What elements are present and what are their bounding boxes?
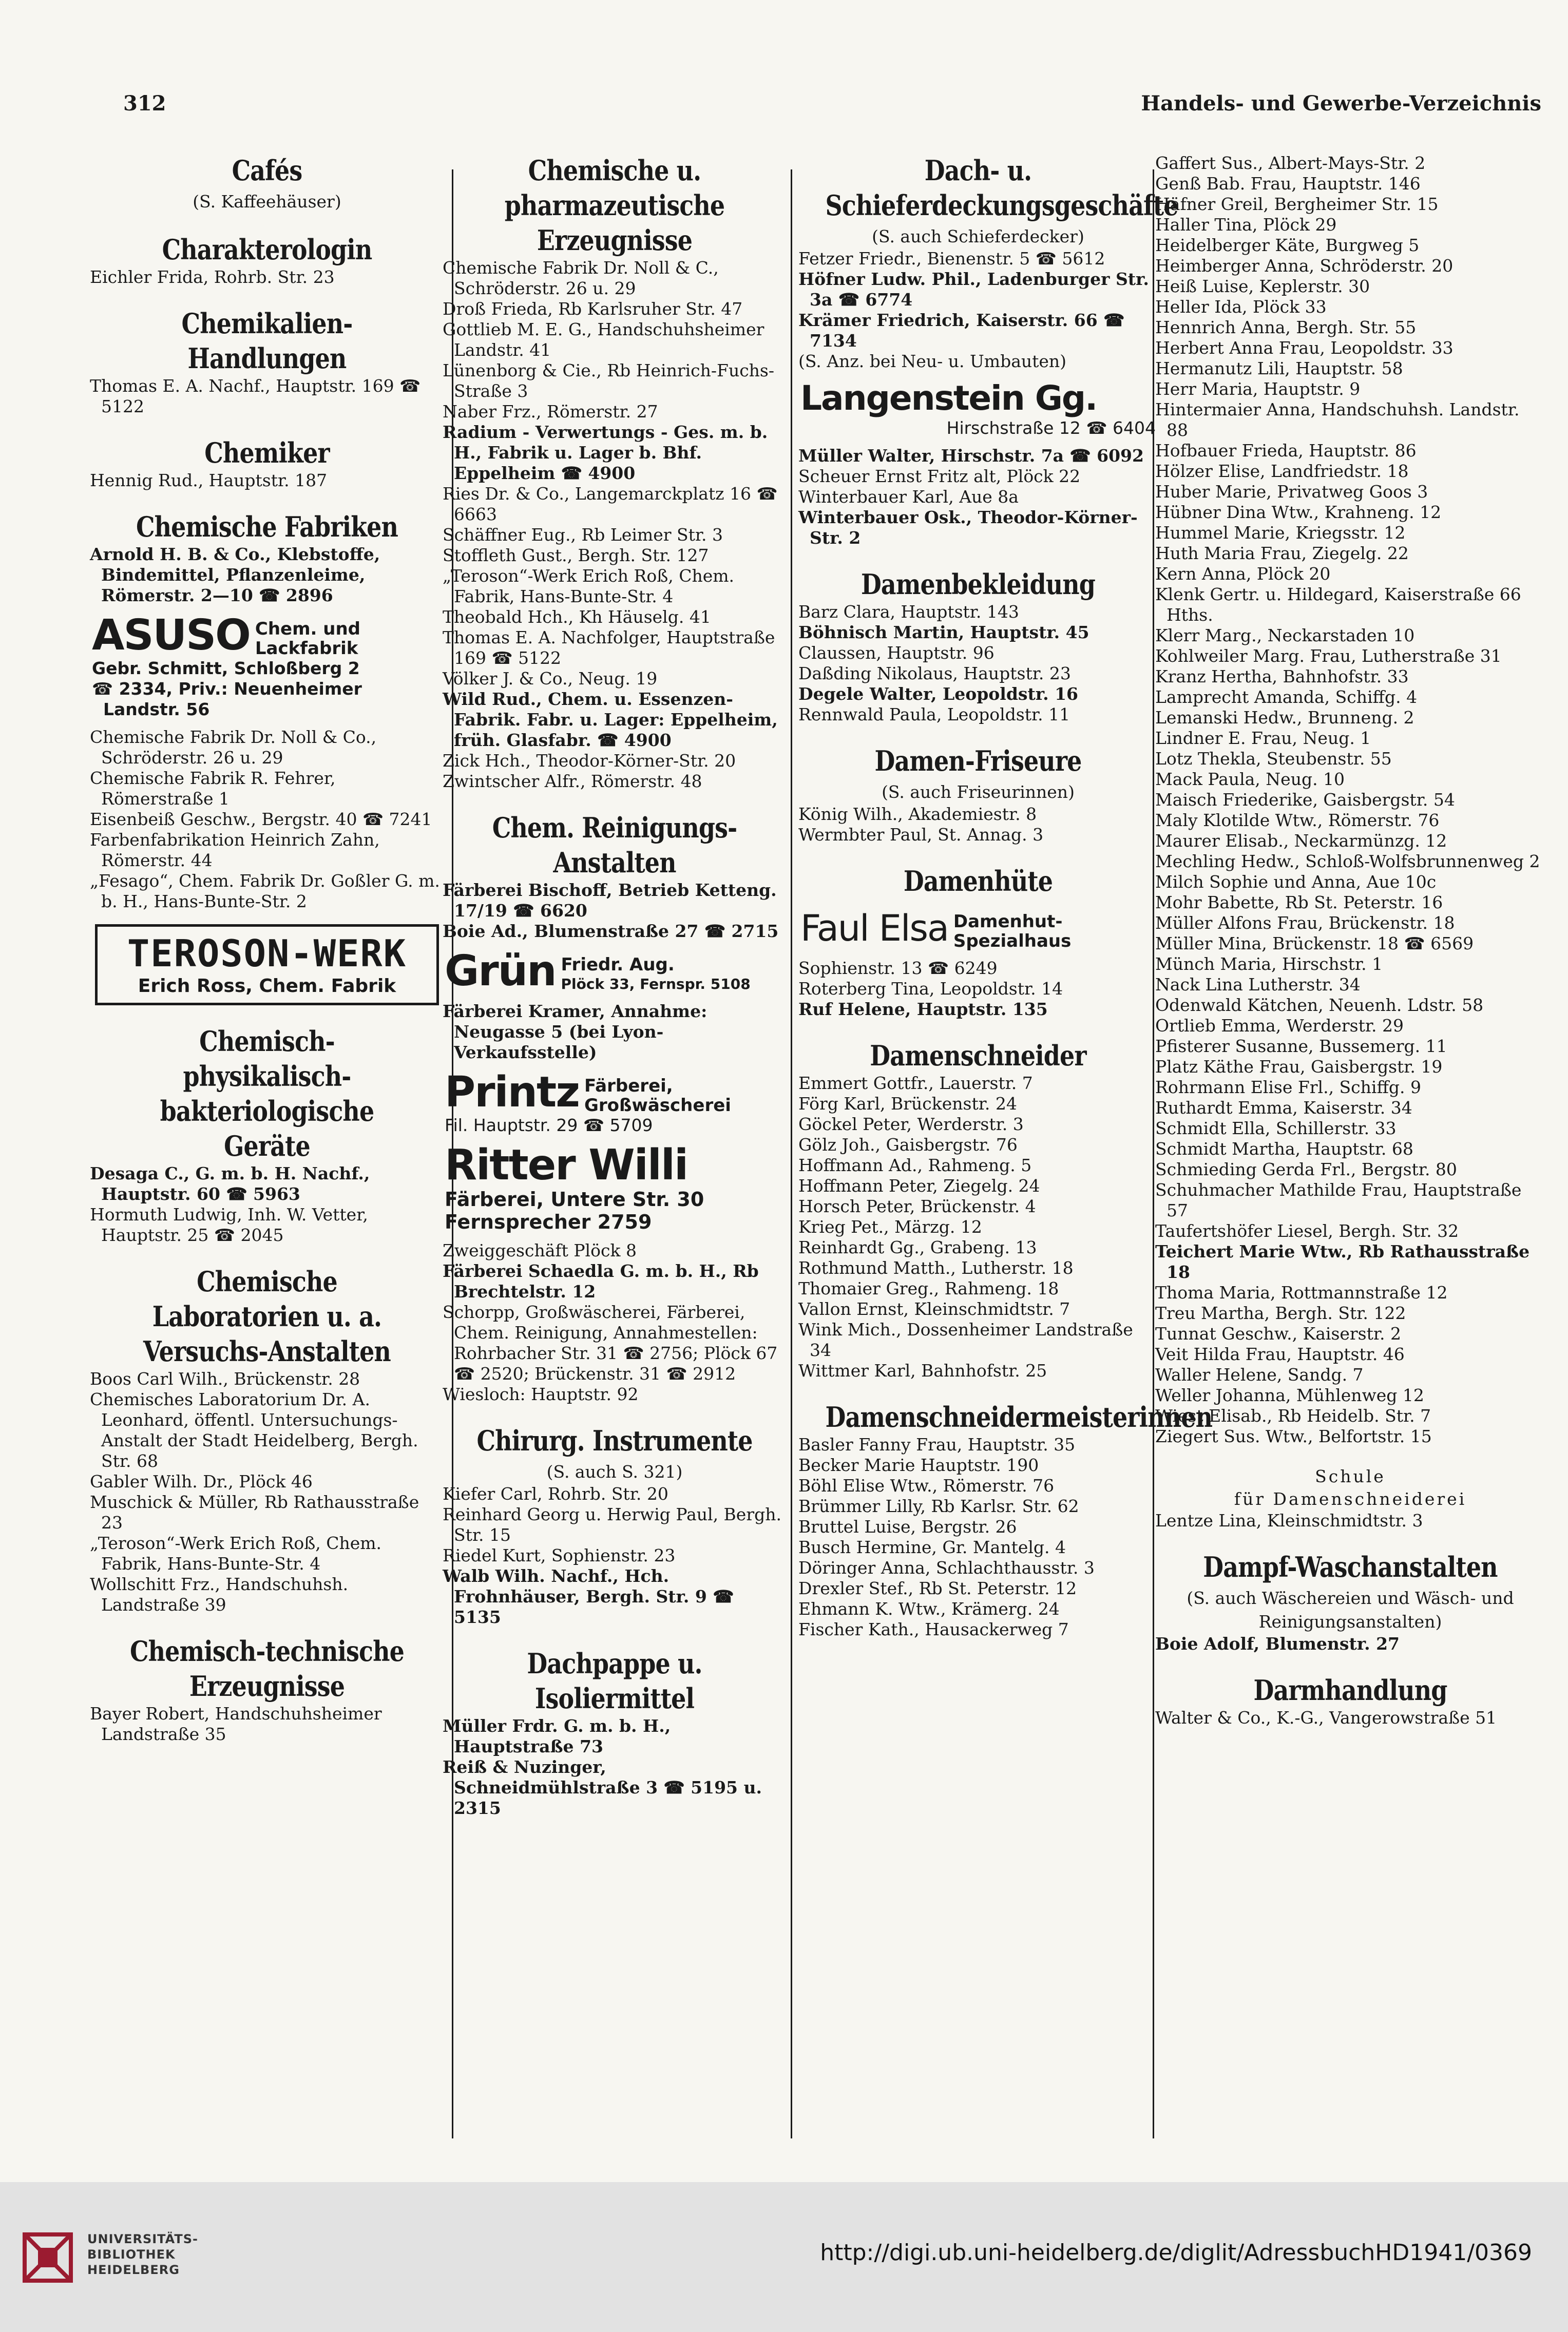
entry: Hummel Marie, Kriegsstr. 12 bbox=[1155, 523, 1406, 543]
entry: Hoffmann Ad., Rahmeng. 5 bbox=[798, 1155, 1032, 1175]
entry: Hormuth Ludwig, Inh. W. Vetter, Hauptstr. 25 ☎ 2045 bbox=[90, 1205, 368, 1245]
entry: Boie Adolf, Blumenstr. 27 bbox=[1155, 1634, 1400, 1654]
entry: Döringer Anna, Schlachthausstr. 3 bbox=[798, 1558, 1095, 1578]
entry: Wittmer Karl, Bahnhofstr. 25 bbox=[798, 1361, 1047, 1381]
section-heading: Dachpappe u. Isoliermittel bbox=[527, 1647, 702, 1715]
entry: Hermanutz Lili, Hauptstr. 58 bbox=[1155, 358, 1403, 378]
ad-text: Erich Ross, Chem. Fabrik bbox=[138, 976, 396, 997]
entry: Herr Maria, Hauptstr. 9 bbox=[1155, 379, 1361, 399]
entry: Klerr Marg., Neckarstaden 10 bbox=[1155, 625, 1415, 645]
entry: Degele Walter, Leopoldstr. 16 bbox=[798, 684, 1078, 704]
entry: Lünenborg & Cie., Rb Heinrich-Fuchs-Straße 3 bbox=[443, 360, 775, 401]
section bbox=[90, 1634, 444, 1745]
ad-name: Grün bbox=[445, 947, 556, 996]
section bbox=[798, 153, 1178, 548]
entry: Kiefer Carl, Rohrb. Str. 20 bbox=[443, 1484, 668, 1504]
section-heading: Damen-Friseure bbox=[874, 744, 1082, 777]
entry: Riedel Kurt, Sophienstr. 23 bbox=[443, 1545, 676, 1565]
section-heading: Chemische Laboratorien u. a. Versuchs-Anstalten bbox=[143, 1265, 391, 1368]
entry: Drexler Stef., Rb St. Peterstr. 12 bbox=[798, 1578, 1077, 1598]
ad-text: Plöck 33, Fernspr. 5108 bbox=[561, 976, 751, 992]
entry: Desaga C., G. m. b. H. Nachf., Hauptstr. 60 ☎ 5963 bbox=[90, 1163, 370, 1204]
section-heading: Damenschneider bbox=[870, 1039, 1086, 1072]
ad-line: Färberei, Untere Str. 30 bbox=[445, 1188, 704, 1211]
entry: Tunnat Geschw., Kaiserstr. 2 bbox=[1155, 1324, 1401, 1344]
section-heading: Damenbekleidung bbox=[861, 568, 1096, 601]
viewer-footer bbox=[0, 2182, 1568, 2332]
ad-line: ☎ 2334, Priv.: Neuenheimer Landstr. 56 bbox=[92, 679, 362, 719]
column-2 bbox=[443, 153, 787, 2151]
entry: Huber Marie, Privatweg Goos 3 bbox=[1155, 482, 1428, 502]
entry: Mohr Babette, Rb St. Peterstr. 16 bbox=[1155, 892, 1443, 912]
section bbox=[90, 435, 444, 491]
entry: Milch Sophie und Anna, Aue 10c bbox=[1155, 872, 1437, 892]
entry: „Teroson“-Werk Erich Roß, Chem. Fabrik, Hans-Bunte-Str. 4 bbox=[90, 1533, 382, 1574]
entry: Maurer Elisab., Neckarmünzg. 12 bbox=[1155, 831, 1447, 851]
ad-name: Langenstein Gg. bbox=[800, 378, 1097, 418]
column-1 bbox=[90, 153, 444, 2151]
section-note: (S. auch Friseurinnen) bbox=[882, 782, 1075, 802]
entry: Thomas E. A. Nachfolger, Hauptstraße 169 ☎ 5122 bbox=[443, 627, 775, 668]
entry: Reiß & Nuzinger, Schneidmühlstraße 3 ☎ 5195 u. 2315 bbox=[443, 1757, 762, 1818]
section bbox=[90, 1264, 444, 1615]
ad-text: Lackfabrik bbox=[255, 638, 358, 659]
entry: Heiß Luise, Keplerstr. 30 bbox=[1155, 276, 1370, 296]
ad-name: Ritter Willi bbox=[445, 1141, 688, 1190]
entry: Rennwald Paula, Leopoldstr. 11 bbox=[798, 704, 1070, 724]
entry: Brümmer Lilly, Rb Karlsr. Str. 62 bbox=[798, 1496, 1079, 1516]
entry: Förg Karl, Brückenstr. 24 bbox=[798, 1094, 1017, 1114]
ad-text: Damenhut- bbox=[953, 911, 1063, 932]
entry: König Wilh., Akademiestr. 8 bbox=[798, 804, 1037, 824]
entry: Ruf Helene, Hauptstr. 135 bbox=[798, 999, 1048, 1019]
subheading-school bbox=[1155, 1465, 1545, 1511]
entry: Thomaier Greg., Rahmeng. 18 bbox=[798, 1278, 1059, 1298]
entry: Naber Frz., Römerstr. 27 bbox=[443, 402, 658, 422]
entry: Horsch Peter, Brückenstr. 4 bbox=[798, 1196, 1036, 1216]
entry: Wermbter Paul, St. Annag. 3 bbox=[798, 825, 1044, 845]
entry: Müller Walter, Hirschstr. 7a ☎ 6092 bbox=[798, 446, 1144, 466]
entry: Müller Frdr. G. m. b. H., Hauptstraße 73 bbox=[443, 1716, 671, 1756]
entry: Heidelberger Käte, Burgweg 5 bbox=[1155, 235, 1420, 255]
section-heading: Chemisch-technische Erzeugnisse bbox=[129, 1635, 405, 1703]
ad-text: Spezialhaus bbox=[953, 931, 1072, 951]
column-3 bbox=[798, 153, 1213, 2151]
entry: Rohrmann Elise Frl., Schiffg. 9 bbox=[1155, 1077, 1421, 1097]
section-heading: Chemische Fabriken bbox=[136, 510, 398, 543]
school-line: Schule bbox=[1315, 1466, 1386, 1486]
ad-line: Hirschstraße 12 ☎ 6404 bbox=[946, 418, 1156, 438]
entry: Veit Hilda Frau, Hauptstr. 46 bbox=[1155, 1344, 1405, 1364]
entry: Wink Mich., Dossenheimer Landstraße 34 bbox=[798, 1320, 1133, 1360]
section-heading: Dampf-Waschanstalten bbox=[1203, 1551, 1498, 1583]
entry: Bayer Robert, Handschuhsheimer Landstraße 35 bbox=[90, 1704, 382, 1744]
section-heading: Chemiker bbox=[204, 436, 330, 469]
section bbox=[443, 1423, 787, 1628]
entry: Zwintscher Alfr., Römerstr. 48 bbox=[443, 771, 702, 791]
entry: Fischer Kath., Hausackerweg 7 bbox=[798, 1619, 1069, 1639]
section bbox=[443, 153, 787, 792]
section bbox=[90, 509, 444, 1005]
ad-name: ASUSO bbox=[92, 611, 250, 660]
entry: Sophienstr. 13 ☎ 6249 bbox=[798, 958, 998, 978]
entry: Hofbauer Frieda, Hauptstr. 86 bbox=[1155, 441, 1417, 461]
advertisement-printz bbox=[445, 1070, 785, 1136]
library-logo bbox=[20, 2229, 76, 2286]
entry: Schäffner Eug., Rb Leimer Str. 3 bbox=[443, 525, 723, 545]
section-note: (S. auch Schieferdecker) bbox=[872, 226, 1084, 246]
entry: Genß Bab. Frau, Hauptstr. 146 bbox=[1155, 174, 1421, 194]
entry: Teichert Marie Wtw., Rb Rathausstraße 18 bbox=[1155, 1241, 1530, 1282]
ad-line: Fil. Hauptstr. 29 ☎ 5709 bbox=[445, 1115, 653, 1135]
entry: Wiesloch: Hauptstr. 92 bbox=[443, 1384, 639, 1404]
section bbox=[90, 232, 444, 288]
running-title: Handels- und Gewerbe-Verzeichnis bbox=[1141, 91, 1541, 116]
entry: Heller Ida, Plöck 33 bbox=[1155, 297, 1327, 317]
entry: Bruttel Luise, Bergstr. 26 bbox=[798, 1517, 1017, 1537]
entry: Kohlweiler Marg. Frau, Lutherstraße 31 bbox=[1155, 646, 1502, 666]
entry: Haller Tina, Plöck 29 bbox=[1155, 215, 1337, 235]
entry: Müller Alfons Frau, Brückenstr. 18 bbox=[1155, 913, 1455, 933]
ad-text: Chem. und bbox=[255, 619, 361, 639]
column-rule bbox=[791, 169, 792, 2138]
ad-name: Faul Elsa bbox=[800, 907, 948, 949]
section bbox=[798, 567, 1158, 725]
entry: Zweiggeschäft Plöck 8 bbox=[443, 1240, 637, 1260]
entry: Lemanski Hedw., Brunneng. 2 bbox=[1155, 708, 1414, 728]
entry: Gabler Wilh. Dr., Plöck 46 bbox=[90, 1471, 313, 1492]
library-name-line: BIBLIOTHEK bbox=[87, 2247, 176, 2262]
entry: Schmidt Ella, Schillerstr. 33 bbox=[1155, 1118, 1397, 1138]
entry: Reinhardt Gg., Grabeng. 13 bbox=[798, 1237, 1037, 1257]
ad-name: Printz bbox=[445, 1068, 579, 1117]
entry: Hübner Dina Wtw., Krahneng. 12 bbox=[1155, 502, 1442, 522]
entry: Maisch Friederike, Gaisbergstr. 54 bbox=[1155, 790, 1455, 810]
entry: Ries Dr. & Co., Langemarckplatz 16 ☎ 6663 bbox=[443, 484, 778, 524]
section bbox=[798, 1400, 1213, 1640]
section-heading: Chemikalien-Handlungen bbox=[181, 307, 353, 375]
entry: Walb Wilh. Nachf., Hch. Frohnhäuser, Bergh. Str. 9 ☎ 5135 bbox=[443, 1566, 734, 1627]
entry: Eisenbeiß Geschw., Bergstr. 40 ☎ 7241 bbox=[90, 809, 432, 829]
entry: Hölzer Elise, Landfriedstr. 18 bbox=[1155, 461, 1409, 481]
entry: Ruthardt Emma, Kaiserstr. 34 bbox=[1155, 1098, 1412, 1118]
entry: „Teroson“-Werk Erich Roß, Chem. Fabrik, Hans-Bunte-Str. 4 bbox=[443, 566, 735, 606]
entry: Böhl Elise Wtw., Römerstr. 76 bbox=[798, 1476, 1055, 1496]
entry: Emmert Gottfr., Lauerstr. 7 bbox=[798, 1073, 1033, 1093]
entry: Pfisterer Susanne, Bussemerg. 11 bbox=[1155, 1036, 1447, 1056]
advertisement-ritter bbox=[445, 1143, 785, 1233]
entry: Kern Anna, Plöck 20 bbox=[1155, 564, 1331, 584]
ad-name: TEROSON-WERK bbox=[127, 932, 407, 975]
section bbox=[1155, 1673, 1545, 1728]
entry: Zick Hch., Theodor-Körner-Str. 20 bbox=[443, 751, 736, 771]
section bbox=[798, 864, 1158, 1020]
section bbox=[1155, 153, 1545, 1531]
entry: Winterbauer Osk., Theodor-Körner-Str. 2 bbox=[798, 507, 1138, 548]
ad-line: Gebr. Schmitt, Schloßberg 2 bbox=[92, 658, 360, 678]
entry: Hennrich Anna, Bergh. Str. 55 bbox=[1155, 317, 1417, 337]
entry: Boie Ad., Blumenstraße 27 ☎ 2715 bbox=[443, 921, 779, 941]
section bbox=[443, 810, 787, 1405]
advertisement-asuso bbox=[92, 613, 442, 720]
entry: Radium - Verwertungs - Ges. m. b. H., Fabrik u. Lager b. Bhf. Eppelheim ☎ 4900 bbox=[443, 422, 768, 483]
entry: Göckel Peter, Werderstr. 3 bbox=[798, 1114, 1024, 1134]
section bbox=[443, 1646, 787, 1819]
entry: Busch Hermine, Gr. Mantelg. 4 bbox=[798, 1537, 1066, 1557]
column-4 bbox=[1155, 153, 1545, 2151]
entry: Taufertshöfer Liesel, Bergh. Str. 32 bbox=[1155, 1221, 1459, 1241]
library-name bbox=[87, 2231, 198, 2278]
school-line: für Damenschneiderei bbox=[1234, 1489, 1467, 1509]
entry: (S. Anz. bei Neu- u. Umbauten) bbox=[798, 351, 1067, 371]
entry: Schuhmacher Mathilde Frau, Hauptstraße 57 bbox=[1155, 1180, 1522, 1220]
source-url-link[interactable]: http://digi.ub.uni-heidelberg.de/diglit/AdressbuchHD1941/0369 bbox=[820, 2240, 1532, 2266]
entry: Stoffleth Gust., Bergh. Str. 127 bbox=[443, 545, 709, 565]
section-heading: Chemische u. pharmazeutische Erzeugnisse bbox=[504, 154, 725, 257]
entry: Schmieding Gerda Frl., Bergstr. 80 bbox=[1155, 1159, 1457, 1179]
advertisement-langenstein bbox=[800, 379, 1156, 438]
entry: Chemische Fabrik Dr. Noll & Co., Schröderstr. 26 u. 29 bbox=[90, 727, 377, 768]
section-note: (S. auch S. 321) bbox=[546, 1462, 683, 1482]
section bbox=[90, 153, 444, 214]
entry: Chemische Fabrik R. Fehrer, Römerstraße 1 bbox=[90, 768, 336, 809]
entry: Krieg Pet., Märzg. 12 bbox=[798, 1217, 982, 1237]
entry: Münch Maria, Hirschstr. 1 bbox=[1155, 954, 1383, 974]
section-heading: Chem. Reinigungs-Anstalten bbox=[492, 811, 737, 879]
page-number: 312 bbox=[123, 91, 166, 116]
section-note: (S. Kaffeehäuser) bbox=[193, 192, 341, 212]
entry: Schmidt Martha, Hauptstr. 68 bbox=[1155, 1139, 1413, 1159]
entry: Färberei Kramer, Annahme: Neugasse 5 (bei Lyon-Verkaufsstelle) bbox=[443, 1001, 707, 1062]
entry: Roterberg Tina, Leopoldstr. 14 bbox=[798, 979, 1063, 999]
entry: Lentze Lina, Kleinschmidtstr. 3 bbox=[1155, 1511, 1423, 1531]
section bbox=[1155, 1550, 1545, 1654]
advertisement-teroson bbox=[95, 924, 439, 1005]
advertisement-faul bbox=[800, 906, 1156, 951]
entry: Mack Paula, Neug. 10 bbox=[1155, 769, 1345, 789]
entry: Gölz Joh., Gaisbergstr. 76 bbox=[798, 1135, 1018, 1155]
entry: Claussen, Hauptstr. 96 bbox=[798, 643, 995, 663]
section bbox=[90, 1024, 444, 1246]
entry: Odenwald Kätchen, Neuenh. Ldstr. 58 bbox=[1155, 995, 1484, 1015]
entry: Klenk Gertr. u. Hildegard, Kaiserstraße 66 Hths. bbox=[1155, 584, 1521, 625]
entry: Höfner Ludw. Phil., Ladenburger Str. 3a ☎ 6774 bbox=[798, 269, 1149, 310]
entry: Basler Fanny Frau, Hauptstr. 35 bbox=[798, 1435, 1076, 1455]
section-heading: Dach- u. Schieferdeckungsgeschäfte bbox=[825, 154, 1178, 222]
entry: Ortlieb Emma, Werderstr. 29 bbox=[1155, 1016, 1404, 1036]
section-heading: Chemisch-physikalisch-bakteriologische Geräte bbox=[160, 1025, 374, 1162]
entry: Wiest Elisab., Rb Heidelb. Str. 7 bbox=[1155, 1406, 1431, 1426]
entry: Ehmann K. Wtw., Krämerg. 24 bbox=[798, 1599, 1060, 1619]
entry: Boos Carl Wilh., Brückenstr. 28 bbox=[90, 1369, 360, 1389]
ad-text: Friedr. Aug. bbox=[561, 954, 675, 975]
entry: Wild Rud., Chem. u. Essenzen-Fabrik. Fabr. u. Lager: Eppelheim, früh. Glasfabr. ☎ 4900 bbox=[443, 689, 778, 750]
entry: Kranz Hertha, Bahnhofstr. 33 bbox=[1155, 666, 1409, 686]
entry: Theobald Hch., Kh Häuselg. 41 bbox=[443, 607, 711, 627]
entry: Platz Käthe Frau, Gaisbergstr. 19 bbox=[1155, 1057, 1443, 1077]
entry: Lindner E. Frau, Neug. 1 bbox=[1155, 728, 1371, 748]
entry: Gaffert Sus., Albert-Mays-Str. 2 bbox=[1155, 153, 1426, 173]
entry: Arnold H. B. & Co., Klebstoffe, Bindemittel, Pflanzenleime, Römerstr. 2—10 ☎ 2896 bbox=[90, 544, 380, 605]
section-heading: Chirurg. Instrumente bbox=[476, 1424, 753, 1457]
entry: Häfner Greil, Bergheimer Str. 15 bbox=[1155, 194, 1439, 214]
entry: Färberei Schaedla G. m. b. H., Rb Brechtelstr. 12 bbox=[443, 1261, 759, 1302]
entry: Walter & Co., K.-G., Vangerowstraße 51 bbox=[1155, 1708, 1497, 1728]
section bbox=[798, 743, 1158, 845]
section bbox=[90, 306, 444, 417]
entry: Lotz Thekla, Steubenstr. 55 bbox=[1155, 749, 1392, 769]
ad-line: Fernsprecher 2759 bbox=[445, 1211, 652, 1233]
entry: Weller Johanna, Mühlenweg 12 bbox=[1155, 1385, 1424, 1405]
entry: Eichler Frida, Rohrb. Str. 23 bbox=[90, 267, 335, 287]
entry: Lamprecht Amanda, Schiffg. 4 bbox=[1155, 687, 1418, 707]
entry: Mechling Hedw., Schloß-Wolfsbrunnenweg 2 bbox=[1155, 851, 1540, 871]
library-name-line: HEIDELBERG bbox=[87, 2263, 180, 2277]
entry: Rothmund Matth., Lutherstr. 18 bbox=[798, 1258, 1074, 1278]
section-heading: Cafés bbox=[232, 154, 302, 187]
entry: Vallon Ernst, Kleinschmidtstr. 7 bbox=[798, 1299, 1070, 1319]
entry: Reinhard Georg u. Herwig Paul, Bergh. Str. 15 bbox=[443, 1504, 781, 1545]
section-heading: Darmhandlung bbox=[1253, 1674, 1447, 1707]
entry: Farbenfabrikation Heinrich Zahn, Römerstr. 44 bbox=[90, 830, 380, 870]
ad-text: Färberei, bbox=[584, 1076, 673, 1096]
entry: Scheuer Ernst Fritz alt, Plöck 22 bbox=[798, 466, 1081, 486]
entry: Gottlieb M. E. G., Handschuhsheimer Landstr. 41 bbox=[443, 319, 764, 360]
section bbox=[798, 1038, 1158, 1381]
entry: Becker Marie Hauptstr. 190 bbox=[798, 1455, 1039, 1475]
entry: Müller Mina, Brückenstr. 18 ☎ 6569 bbox=[1155, 933, 1474, 953]
entry: Schorpp, Großwäscherei, Färberei, Chem. Reinigung, Annahmestellen: Rohrbacher Str. 31 ☎ 2756; Plöck 67 ☎ 2520; Brückenstr. 31 ☎ 2912 bbox=[443, 1302, 778, 1384]
entry: Winterbauer Karl, Aue 8a bbox=[798, 487, 1019, 507]
library-logo-icon bbox=[20, 2229, 76, 2286]
entry: Hoffmann Peter, Ziegelg. 24 bbox=[798, 1176, 1040, 1196]
section-heading: Charakterologin bbox=[162, 233, 372, 266]
entry: Hennig Rud., Hauptstr. 187 bbox=[90, 470, 328, 490]
entry: Daßding Nikolaus, Hauptstr. 23 bbox=[798, 663, 1071, 683]
entry: Waller Helene, Sandg. 7 bbox=[1155, 1365, 1364, 1385]
advertisement-gruen bbox=[445, 949, 785, 994]
entry: Barz Clara, Hauptstr. 143 bbox=[798, 602, 1019, 622]
entry: Chemisches Laboratorium Dr. A. Leonhard, öffentl. Untersuchungs-Anstalt der Stadt Heidelberg, Bergh. Str. 68 bbox=[90, 1389, 418, 1471]
section-heading: Damenhüte bbox=[903, 865, 1053, 897]
ad-text: Großwäscherei bbox=[584, 1095, 731, 1116]
entry: Völker J. & Co., Neug. 19 bbox=[443, 668, 658, 689]
entry: Muschick & Müller, Rb Rathausstraße 23 bbox=[90, 1492, 419, 1533]
entry: Nack Lina Lutherstr. 34 bbox=[1155, 974, 1361, 995]
library-name-line: UNIVERSITÄTS- bbox=[87, 2232, 199, 2246]
entry: Wollschitt Frz., Handschuhsh. Landstraße 39 bbox=[90, 1574, 349, 1615]
section-note: (S. auch Wäschereien und Wäsch- und Reinigungsanstalten) bbox=[1187, 1588, 1514, 1632]
entry: Färberei Bischoff, Betrieb Ketteng. 17/19 ☎ 6620 bbox=[443, 880, 777, 921]
entry: Thomas E. A. Nachf., Hauptstr. 169 ☎ 5122 bbox=[90, 376, 421, 416]
section-heading: Damenschneidermeisterinnen bbox=[825, 1401, 1213, 1433]
entry: Krämer Friedrich, Kaiserstr. 66 ☎ 7134 bbox=[798, 310, 1125, 351]
entry: „Fesago“, Chem. Fabrik Dr. Goßler G. m. b. H., Hans-Bunte-Str. 2 bbox=[90, 871, 440, 911]
entry: Böhnisch Martin, Hauptstr. 45 bbox=[798, 622, 1089, 642]
entry: Chemische Fabrik Dr. Noll & C., Schröderstr. 26 u. 29 bbox=[443, 258, 719, 298]
entry: Droß Frieda, Rb Karlsruher Str. 47 bbox=[443, 299, 743, 319]
entry: Hintermaier Anna, Handschuhsh. Landstr. 88 bbox=[1155, 399, 1520, 440]
entry: Maly Klotilde Wtw., Römerstr. 76 bbox=[1155, 810, 1440, 830]
entry: Treu Martha, Bergh. Str. 122 bbox=[1155, 1303, 1406, 1323]
entry: Fetzer Friedr., Bienenstr. 5 ☎ 5612 bbox=[798, 249, 1105, 269]
entry: Herbert Anna Frau, Leopoldstr. 33 bbox=[1155, 338, 1454, 358]
entry: Huth Maria Frau, Ziegelg. 22 bbox=[1155, 543, 1409, 563]
entry: Heimberger Anna, Schröderstr. 20 bbox=[1155, 256, 1454, 276]
entry: Thoma Maria, Rottmannstraße 12 bbox=[1155, 1283, 1448, 1303]
entry: Ziegert Sus. Wtw., Belfortstr. 15 bbox=[1155, 1426, 1432, 1446]
